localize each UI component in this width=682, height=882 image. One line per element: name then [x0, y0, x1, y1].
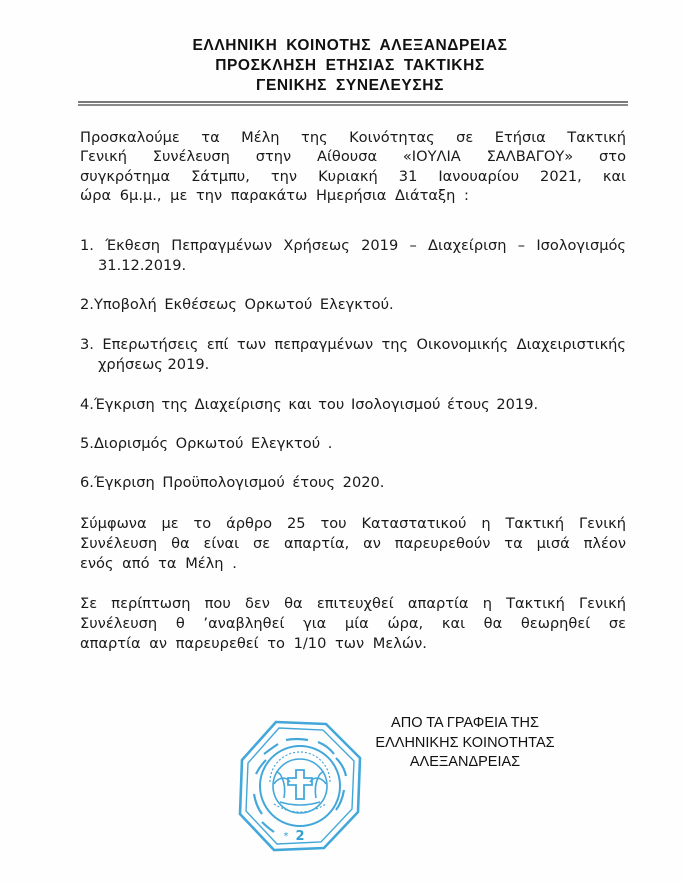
quorum-line: Σύμφωνα με το άρθρο 25 του Καταστατικού η Τακτική Γενική — [80, 515, 626, 532]
adjournment-line: Σε περίπτωση που δεν θα επιτευχθεί απαρτία η Τακτική Γενική — [80, 595, 626, 612]
seal-ground — [280, 802, 320, 805]
agenda-item — [80, 395, 626, 415]
intro-line: ώρα 6μ.μ., με την παρακάτω Ημερήσια Διάταξη : — [80, 187, 469, 205]
intro-line: συγκρότημα Σάτμπυ, την Κυριακή 31 Ιανουαρίου 2021, και — [80, 167, 626, 185]
agenda-item-text: Έκθεση Πεπραγμένων Χρήσεως 2019 – Διαχείριση – Ισολογισμός — [105, 237, 626, 254]
adjournment-line: Συνέλευση θ ’αναβληθεί για μία ώρα, και θα θεωρηθεί σε — [80, 615, 626, 632]
signature-block — [370, 714, 560, 773]
agenda-item-text: Υποβολή Εκθέσεως Ορκωτού Ελεγκτού. — [93, 296, 394, 313]
signature-line: ΑΠΟ ΤΑ ΓΡΑΦΕΙΑ ΤΗΣ — [391, 715, 539, 731]
agenda-item — [80, 335, 626, 375]
seal-arabic-text — [254, 739, 346, 832]
intro-line: Γενική Συνέλευση στην Αίθουσα «ΙΟΥΛΙΑ ΣΑΛΒΑΓΟΥ» στο — [80, 148, 626, 166]
adjournment-line: απαρτία αν παρευρεθεί το 1/10 των Μελών. — [80, 635, 427, 652]
agenda-item-number: 4. — [80, 396, 94, 413]
heading-general-assembly: ΓΕΝΙΚΗΣ ΣΥΝΕΛΕΥΣΗΣ — [256, 77, 444, 94]
agenda-item-number: 3. — [80, 336, 94, 353]
intro-paragraph — [80, 128, 626, 206]
agenda-item-number: 2. — [80, 296, 94, 313]
seal-star: * — [283, 831, 289, 842]
seal-number: 2 — [295, 829, 305, 844]
heading-invitation: ΠΡΟΣΚΛΗΣΗ ΕΤΗΣΙΑΣ ΤΑΚΤΙΚΗΣ — [215, 57, 485, 74]
agenda-item — [80, 295, 626, 315]
quorum-paragraph — [80, 514, 626, 574]
agenda-item-text: Επερωτήσεις επί των πεπραγμένων της Οικονομικής Διαχειριστικής — [102, 336, 626, 353]
agenda-item-text: Έγκριση της Διαχείρισης και του Ισολογισμού έτους 2019. — [93, 396, 539, 413]
agenda-item — [80, 236, 626, 276]
agenda-item-line — [80, 335, 626, 355]
header-divider — [78, 101, 628, 106]
seal-outer-ring — [260, 746, 340, 826]
quorum-line: ενός από τα Μέλη . — [80, 555, 237, 572]
agenda-item-continuation: χρήσεως 2019. — [98, 356, 210, 373]
agenda-item — [80, 434, 626, 454]
quorum-line: Συνέλευση θα είναι σε απαρτία, αν παρευρεθούν τα μισά πλέον — [80, 535, 626, 552]
signature-line: ΕΛΛΗΝΙΚΗΣ ΚΟΙΝΟΤΗΤΑΣ — [375, 734, 555, 751]
agenda-item-number: 5. — [80, 435, 94, 452]
agenda-item — [80, 473, 626, 493]
agenda-item-line — [80, 236, 626, 256]
seal-cross — [288, 770, 312, 799]
community-seal-icon — [236, 718, 364, 854]
adjournment-paragraph — [80, 594, 626, 654]
intro-line: Προσκαλούμε τα Μέλη της Κοινότητας σε Ετήσια Τακτική — [80, 129, 626, 146]
agenda-item-continuation: 31.12.2019. — [98, 257, 187, 274]
agenda-item-number: 6. — [80, 474, 94, 491]
agenda-item-number: 1. — [80, 237, 94, 254]
signature-line: ΑΛΕΞΑΝΔΡΕΙΑΣ — [409, 754, 521, 770]
agenda-item-text: Διορισμός Ορκωτού Ελεγκτού . — [93, 435, 333, 452]
heading-community-name: ΕΛΛΗΝΙΚΗ ΚΟΙΝΟΤΗΣ ΑΛΕΞΑΝΔΡΕΙΑΣ — [192, 37, 508, 54]
agenda-item-text: Έγκριση Προϋπολογισμού έτους 2020. — [93, 474, 385, 491]
